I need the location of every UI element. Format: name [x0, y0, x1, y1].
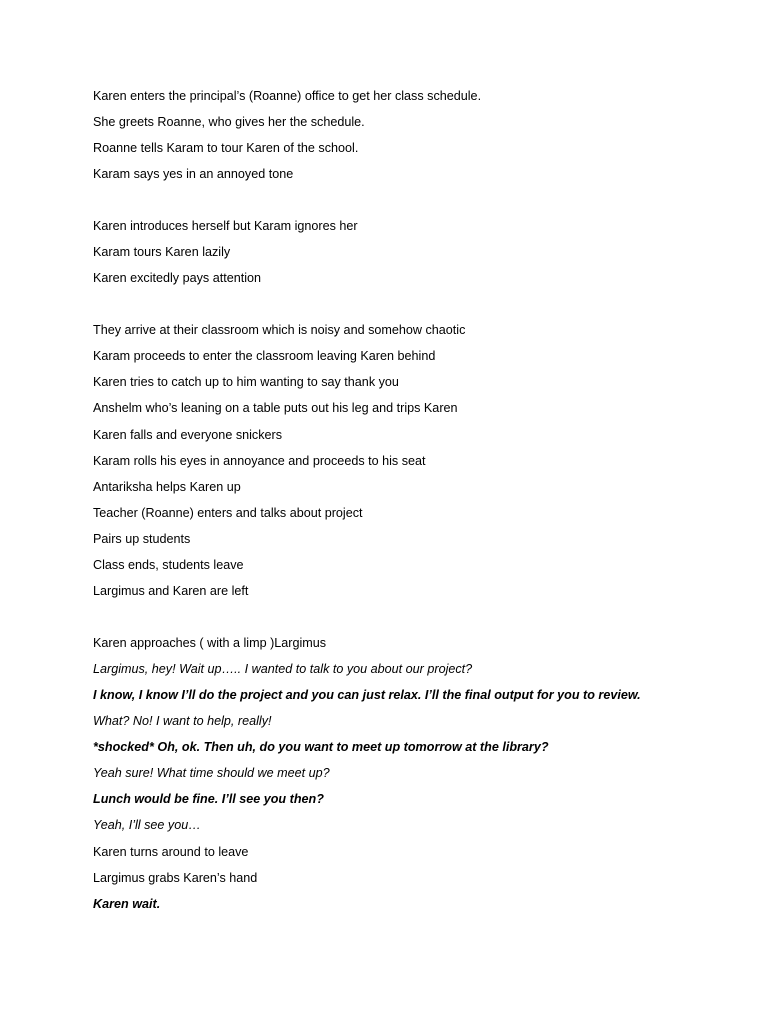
script-line: She greets Roanne, who gives her the schedule.: [93, 115, 365, 129]
script-line: Karen approaches ( with a limp )Largimus: [93, 636, 327, 650]
script-line: Karen enters the principal’s (Roanne) office to get her class schedule.: [93, 89, 482, 103]
script-line: Karen excitedly pays attention: [93, 271, 262, 285]
dialogue-karen: What? No! I want to help, really!: [93, 714, 272, 728]
dialogue-largimus: I know, I know I’ll do the project and you can just relax. I’ll the final output for you to review.: [93, 688, 641, 702]
dialogue-karen: Largimus, hey! Wait up….. I wanted to talk to you about our project?: [93, 662, 473, 676]
script-line: Karam tours Karen lazily: [93, 245, 231, 259]
script-line: Teacher (Roanne) enters and talks about project: [93, 506, 363, 520]
script-line: Karam proceeds to enter the classroom leaving Karen behind: [93, 349, 436, 363]
script-line: They arrive at their classroom which is noisy and somehow chaotic: [93, 323, 466, 337]
script-line: Class ends, students leave: [93, 558, 244, 572]
script-line: Karen falls and everyone snickers: [93, 428, 283, 442]
script-line: Karen introduces herself but Karam ignores her: [93, 219, 358, 233]
script-line: Pairs up students: [93, 532, 191, 546]
script-line: Antariksha helps Karen up: [93, 480, 241, 494]
dialogue-largimus: Lunch would be fine. I’ll see you then?: [93, 792, 324, 806]
dialogue-karen: Yeah, I’ll see you…: [93, 818, 201, 832]
script-line: Roanne tells Karam to tour Karen of the school.: [93, 141, 359, 155]
script-line: Karam says yes in an annoyed tone: [93, 167, 294, 181]
script-line: Karam rolls his eyes in annoyance and proceeds to his seat: [93, 454, 426, 468]
script-line: Largimus and Karen are left: [93, 584, 249, 598]
script-line: Largimus grabs Karen’s hand: [93, 871, 258, 885]
dialogue-largimus: *shocked* Oh, ok. Then uh, do you want to meet up tomorrow at the library?: [93, 740, 549, 754]
dialogue-largimus: Karen wait.: [93, 897, 161, 911]
dialogue-karen: Yeah sure! What time should we meet up?: [93, 766, 330, 780]
script-line: Anshelm who’s leaning on a table puts out his leg and trips Karen: [93, 401, 458, 415]
script-line: Karen tries to catch up to him wanting to say thank you: [93, 375, 399, 389]
script-line: Karen turns around to leave: [93, 845, 249, 859]
